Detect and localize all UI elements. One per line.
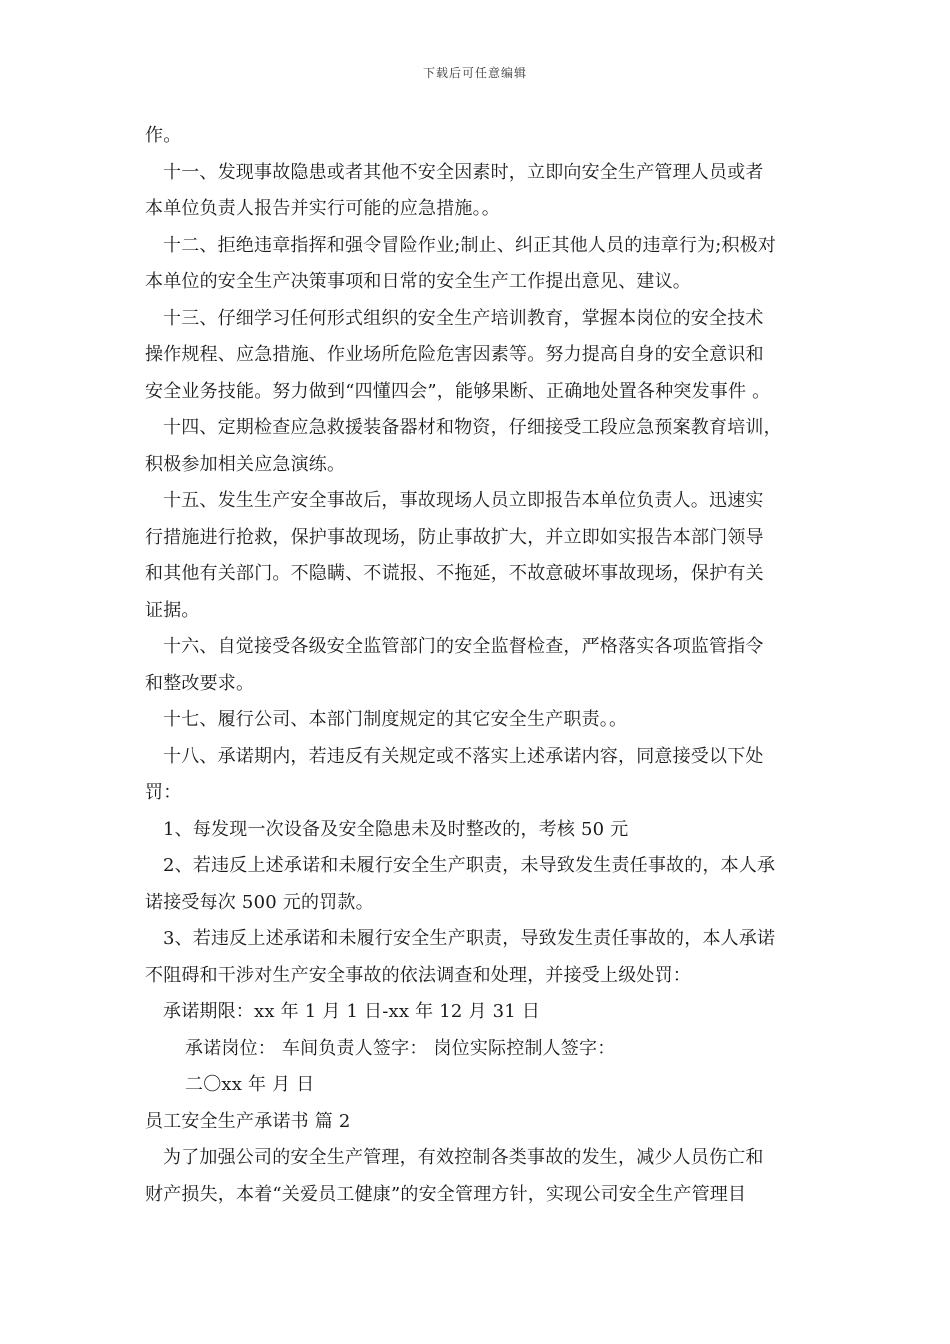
paragraph-line: 十七、履行公司、本部门制度规定的其它安全生产职责。。: [163, 709, 628, 730]
paragraph-line: 二〇xx 年 月 日: [185, 1074, 315, 1095]
paragraph-line: 操作规程、应急措施、作业场所危险危害因素等。努力提高自身的安全意识和: [145, 344, 764, 365]
paragraph-line: 承诺岗位： 车间负责人签字： 岗位实际控制人签字：: [185, 1037, 616, 1059]
section-heading: 员工安全生产承诺书 篇 2: [145, 1110, 351, 1132]
paragraph-line: 和其他有关部门。不隐瞒、不谎报、不拖延，不故意破坏事故现场，保护有关: [145, 563, 764, 584]
paragraph-line: 行措施进行抢救，保护事故现场，防止事故扩大，并立即如实报告本部门领导: [145, 526, 764, 548]
paragraph-line: 罚：: [145, 782, 182, 803]
paragraph-line: 安全业务技能。努力做到“四懂四会”，能够果断、正确地处置各种突发事件 。: [145, 380, 771, 402]
paragraph-line: 十四、定期检查应急救援装备器材和物资，仔细接受工段应急预案教育培训，: [163, 417, 782, 438]
paragraph-line: 十八、承诺期内，若违反有关规定或不落实上述承诺内容，同意接受以下处: [163, 745, 764, 767]
paragraph-line: 为了加强公司的安全生产管理，有效控制各类事故的发生，减少人员伤亡和: [163, 1147, 764, 1168]
paragraph-line: 积极参加相关应急演练。: [145, 453, 346, 475]
paragraph-line: 证据。: [145, 599, 200, 621]
paragraph-line: 十三、仔细学习任何形式组织的安全生产培训教育，掌握本岗位的安全技术: [163, 307, 764, 329]
header-note: 下载后可任意编辑: [422, 66, 527, 80]
paragraph-line: 十五、发生生产安全事故后，事故现场人员立即报告本单位负责人。迅速实: [163, 490, 764, 511]
paragraph-line: 1、每发现一次设备及安全隐患未及时整改的，考核 50 元: [163, 818, 629, 840]
paragraph-line: 财产损失，本着“关爱员工健康”的安全管理方针，实现公司安全生产管理目: [145, 1183, 747, 1205]
paragraph-line: 不阻碍和干涉对生产安全事故的依法调查和处理，并接受上级处罚：: [145, 964, 691, 986]
paragraph-line: 3、若违反上述承诺和未履行安全生产职责，导致发生责任事故的，本人承诺: [163, 928, 776, 949]
paragraph-line: 十二、拒绝违章指挥和强令冒险作业;制止、纠正其他人员的违章行为;积极对: [163, 234, 777, 256]
paragraph-line: 本单位负责人报告并实行可能的应急措施。。: [145, 198, 500, 219]
paragraph-line: 十六、自觉接受各级安全监管部门的安全监督检查，严格落实各项监管指令: [163, 636, 764, 657]
paragraph-line: 承诺期限：xx 年 1 月 1 日-xx 年 12 月 31 日: [163, 1001, 541, 1022]
document-body: [145, 118, 810, 1213]
paragraph-line: 2、若违反上述承诺和未履行安全生产职责，未导致发生责任事故的，本人承: [163, 855, 776, 876]
paragraph-line: 作。: [145, 125, 182, 146]
paragraph-line: 十一、发现事故隐患或者其他不安全因素时，立即向安全生产管理人员或者: [163, 161, 764, 183]
paragraph-line: 本单位的安全生产决策事项和日常的安全生产工作提出意见、建议。: [145, 271, 691, 292]
paragraph-line: 诺接受每次 500 元的罚款。: [145, 891, 374, 913]
paragraph-line: 和整改要求。: [145, 672, 255, 694]
